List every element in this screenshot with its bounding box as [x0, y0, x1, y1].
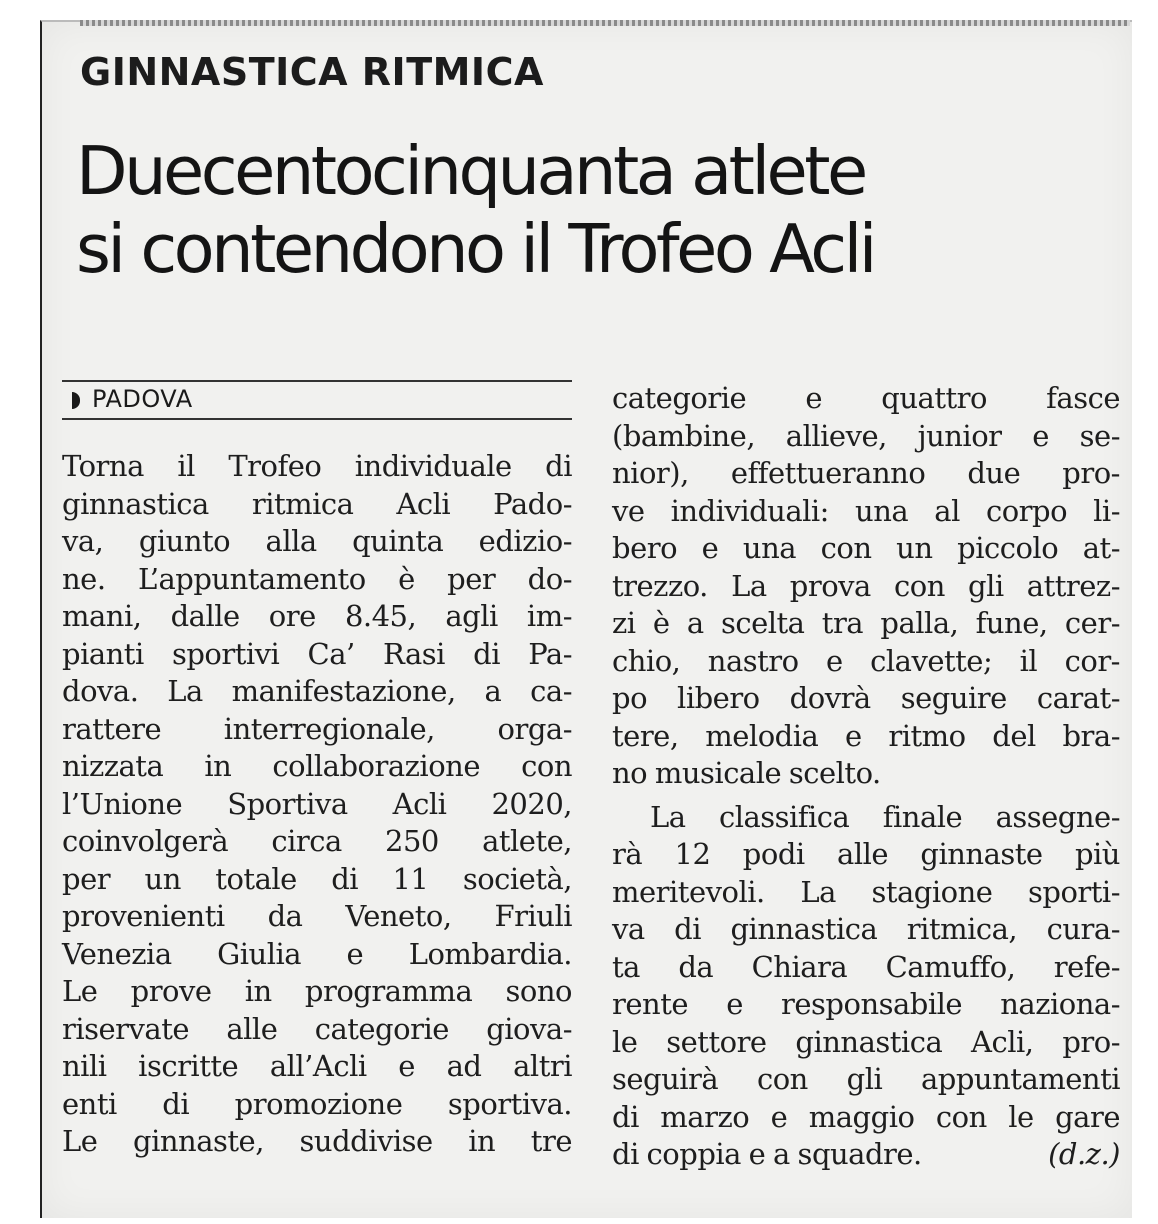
- top-rule: [80, 20, 1130, 26]
- body-line: no musicale scelto.: [612, 756, 881, 790]
- body-line: dova. La manifestazione, a ca-: [62, 674, 572, 708]
- body-line: categorie e quattro fasce: [612, 381, 1120, 415]
- body-paragraph-2: [612, 799, 1120, 1174]
- location-label: PADOVA: [92, 385, 193, 414]
- body-line: Le prove in programma sono: [62, 974, 572, 1008]
- body-line: Le ginnaste, suddivise in tre: [62, 1124, 572, 1158]
- body-line: le settore ginnastica Acli, pro-: [612, 1024, 1120, 1059]
- body-line: nili iscritte all’Acli e ad altri: [62, 1049, 572, 1083]
- body-line: va di ginnastica ritmica, cura-: [612, 912, 1120, 946]
- body-line: (bambine, allieve, junior e se-: [612, 418, 1120, 453]
- body-line: nior), effettueranno due pro-: [612, 456, 1120, 490]
- body-line: rattere interregionale, orga-: [62, 711, 572, 746]
- article-column-right: [612, 380, 1120, 1174]
- body-line: ne. L’appuntamento è per do-: [62, 561, 572, 596]
- body-line: rà 12 podi alle ginnaste più: [612, 837, 1120, 871]
- body-line: nizzata in collaborazione con: [62, 749, 572, 783]
- body-line: l’Unione Sportiva Acli 2020,: [62, 786, 572, 821]
- body-line: ginnastica ritmica Acli Pado-: [62, 486, 572, 521]
- headline-line-2: si contendono il Trofeo Acli: [76, 210, 874, 288]
- body-line: Torna il Trofeo individuale di: [62, 449, 572, 483]
- body-line: rente e responsabile naziona-: [612, 987, 1120, 1021]
- section-kicker: GINNASTICA RITMICA: [80, 50, 544, 94]
- headline-line-1: Duecentocinquanta atlete: [76, 132, 865, 210]
- article-column-left: [62, 380, 572, 1161]
- body-line: zi è a scelta tra palla, fune, cer-: [612, 606, 1120, 640]
- body-line: enti di promozione sportiva.: [62, 1086, 572, 1121]
- body-line: Venezia Giulia e Lombardia.: [62, 936, 572, 971]
- body-line: trezzo. La prova con gli attrez-: [612, 568, 1120, 603]
- location-dateline: [62, 380, 572, 420]
- body-line: bero e una con un piccolo at-: [612, 531, 1120, 565]
- body-line: riservate alle categorie giova-: [62, 1011, 572, 1046]
- body-line: per un totale di 11 società,: [62, 861, 572, 896]
- body-line: mani, dalle ore 8.45, agli im-: [62, 599, 572, 633]
- body-paragraph-1-cont: [612, 380, 1120, 793]
- body-paragraph-1: [62, 448, 572, 1161]
- body-line-text: di coppia e a squadre.: [612, 1137, 922, 1171]
- body-line: seguirà con gli appuntamenti: [612, 1062, 1120, 1096]
- body-line: ta da Chiara Camuffo, refe-: [612, 949, 1120, 984]
- body-line: va, giunto alla quinta edizio-: [62, 524, 572, 558]
- body-line: chio, nastro e clavette; il cor-: [612, 643, 1120, 678]
- author-signature: (d.z.): [1048, 1137, 1120, 1171]
- body-line: meritevoli. La stagione sporti-: [612, 874, 1120, 909]
- body-line: ve individuali: una al corpo li-: [612, 493, 1120, 528]
- body-line: di marzo e maggio con le gare: [612, 1099, 1120, 1134]
- body-line: provenienti da Veneto, Friuli: [62, 899, 572, 933]
- body-line: tere, melodia e ritmo del bra-: [612, 718, 1120, 753]
- body-line-final: [612, 1136, 1120, 1174]
- body-line: La classifica finale assegne-: [650, 799, 1120, 834]
- dateline-bullet-icon: [72, 392, 80, 409]
- body-line: po libero dovrà seguire carat-: [612, 681, 1120, 715]
- body-line: pianti sportivi Ca’ Rasi di Pa-: [62, 636, 572, 671]
- body-line: coinvolgerà circa 250 atlete,: [62, 824, 572, 858]
- headline: [76, 132, 874, 288]
